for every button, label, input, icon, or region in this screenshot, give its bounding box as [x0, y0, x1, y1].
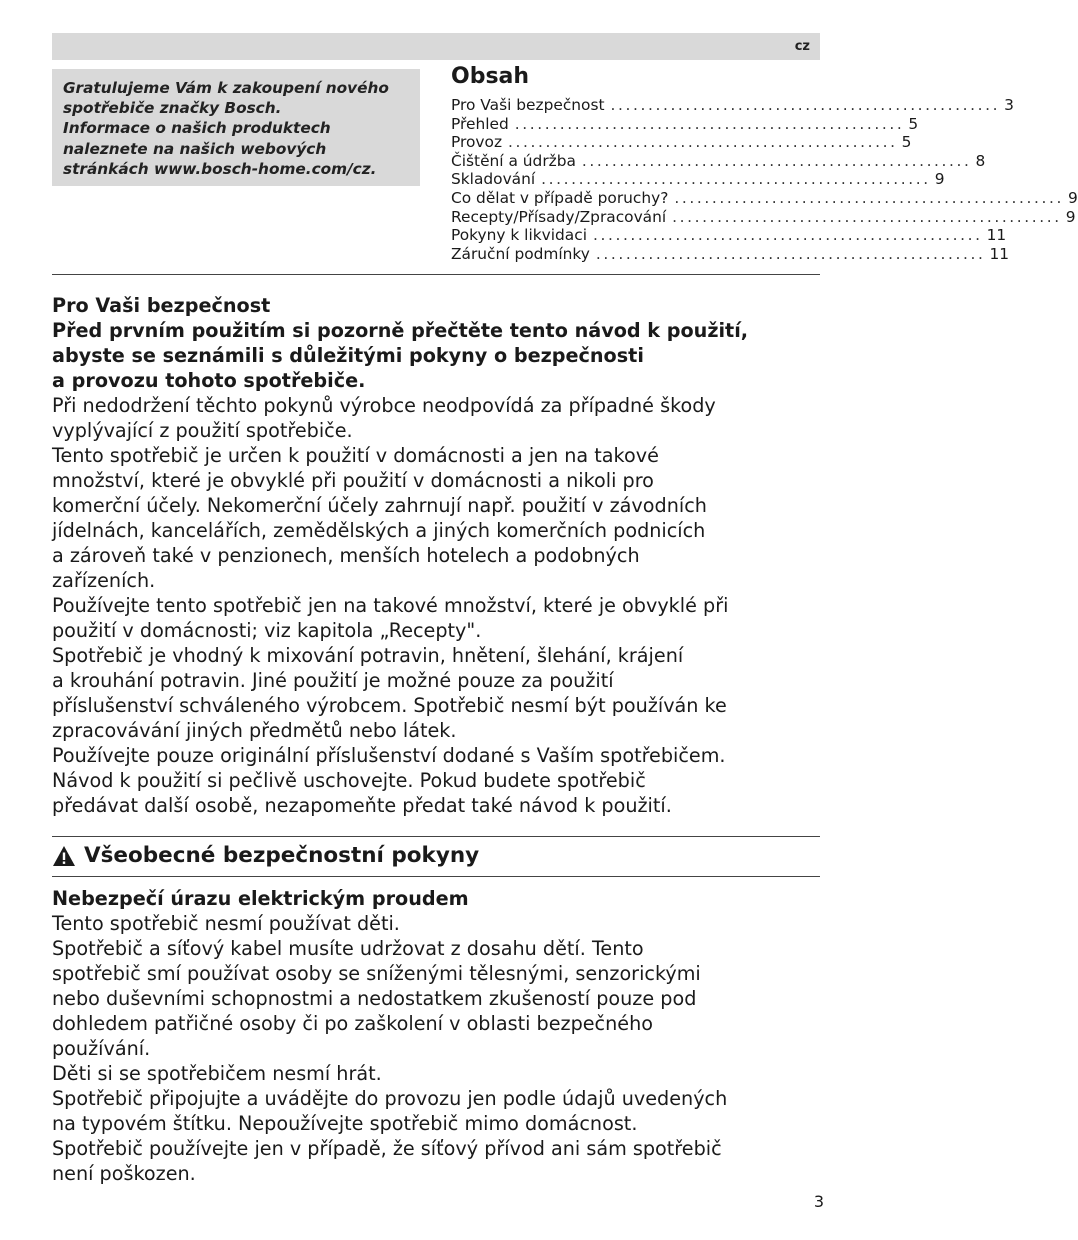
safety-body-line: Používejte pouze originální příslušenství dodané s Vaším spotřebičem. — [52, 744, 726, 767]
toc-entry-safety[interactable] — [451, 96, 1014, 115]
toc-entry-label: Skladování — [451, 170, 536, 189]
general-safety-heading — [52, 841, 479, 871]
safety-body-line: Tento spotřebič je určen k použití v domácnosti a jen na takové — [52, 444, 659, 467]
safety-body-line: příslušenství schváleného výrobcem. Spotřebič nesmí být používán ke — [52, 694, 727, 717]
toc-entry-label: Co dělat v případě poruchy? — [451, 188, 669, 207]
section-divider — [52, 274, 820, 275]
toc-leader-dots: .................................................... — [541, 170, 931, 189]
safety-body-line: předávat další osobě, nezapomeňte předat také návod k použití. — [52, 794, 672, 817]
warning-triangle-icon — [52, 845, 76, 867]
hazard-body-line: používání. — [52, 1037, 151, 1060]
toc-entry-page: 9 — [934, 170, 945, 189]
toc-entry-page: 9 — [1068, 188, 1078, 207]
toc-entry-label: Pokyny k likvidaci — [451, 226, 587, 245]
safety-lead-line: a provozu tohoto spotřebiče. — [52, 369, 366, 392]
safety-body-line: jídelnách, kancelářích, zemědělských a jiných komerčních podnicích — [52, 519, 706, 542]
toc-entry-troubleshooting[interactable] — [451, 188, 1078, 208]
toc-leader-dots: .................................................... — [592, 226, 983, 245]
safety-body-line: vyplývající z použití spotřebiče. — [52, 419, 353, 442]
intro-line: Gratulujeme Vám k zakoupení nového — [63, 79, 389, 97]
hazard-body-line: Děti si se spotřebičem nesmí hrát. — [52, 1062, 382, 1085]
intro-website-line: stránkách www.bosch-home.com/cz. — [63, 159, 377, 178]
page-number: 3 — [813, 1192, 824, 1211]
toc-entry-label: Provoz — [451, 133, 503, 152]
safety-section — [52, 293, 832, 818]
toc-entry-warranty[interactable] — [451, 244, 1010, 264]
toc-entry-label: Záruční podmínky — [451, 244, 590, 263]
hazard-body-line: nebo duševními schopnostmi a nedostatkem zkušeností pouze pod — [52, 987, 697, 1010]
safety-body-line: množství, které je obvyklé při použití v domácnosti a nikoli pro — [52, 469, 654, 492]
safety-body-line: a zároveň také v penzionech, menších hotelech a podobných — [52, 544, 640, 567]
toc-entry-operation[interactable] — [451, 133, 912, 152]
safety-body-line: Používejte tento spotřebič jen na takové množství, které je obvyklé při — [52, 594, 729, 617]
toc-entry-cleaning[interactable] — [451, 151, 986, 171]
hazard-body-line: spotřebič smí používat osoby se sníženými tělesnými, senzorickými — [52, 962, 701, 985]
toc-entry-recipes[interactable] — [451, 207, 1076, 227]
safety-body-line: a krouhání potravin. Jiné použití je možné pouze za použití — [52, 669, 614, 692]
toc-entry-label: Čištění a údržba — [451, 151, 576, 170]
hazard-body-line: není poškozen. — [52, 1162, 196, 1185]
toc-leader-dots: .................................................... — [595, 244, 986, 263]
language-code: cz — [794, 39, 810, 54]
toc-entry-page: 5 — [901, 133, 912, 152]
safety-body-line: zařízeních. — [52, 569, 156, 592]
hazard-body-line: Spotřebič připojujte a uvádějte do provozu jen podle údajů uvedených — [52, 1087, 728, 1110]
table-of-contents — [451, 62, 1078, 263]
intro-box — [52, 69, 420, 186]
electrical-hazard-section — [52, 886, 832, 1186]
toc-leader-dots: .................................................... — [508, 133, 898, 152]
toc-entry-page: 9 — [1065, 207, 1076, 226]
toc-entry-label: Pro Vaši bezpečnost — [451, 96, 605, 114]
hazard-body-line: Spotřebič a síťový kabel musíte udržovat z dosahu dětí. Tento — [52, 937, 644, 960]
hazard-body-line: Tento spotřebič nesmí používat děti. — [52, 912, 400, 935]
section-divider — [52, 876, 820, 877]
safety-section-title: Pro Vaši bezpečnost — [52, 294, 271, 317]
toc-entry-label: Přehled — [451, 114, 509, 133]
safety-body-line: zpracovávání jiných předmětů nebo látek. — [52, 719, 457, 742]
general-safety-title: Všeobecné bezpečnostní pokyny — [84, 843, 480, 868]
safety-body-line: Návod k použití si pečlivě uschovejte. Pokud budete spotřebič — [52, 769, 646, 792]
intro-line: naleznete na našich webových — [63, 139, 327, 158]
electrical-hazard-title: Nebezpečí úrazu elektrickým proudem — [52, 887, 469, 910]
safety-body-line: Při nedodržení těchto pokynů výrobce neodpovídá za případné škody — [52, 394, 716, 417]
hazard-body-line: na typovém štítku. Nepoužívejte spotřebič mimo domácnost. — [52, 1112, 638, 1135]
toc-leader-dots: .................................................... — [674, 188, 1065, 207]
toc-leader-dots: .................................................... — [514, 114, 905, 133]
toc-entry-page: 8 — [975, 151, 986, 170]
toc-title: Obsah — [451, 64, 530, 89]
safety-body-line: Spotřebič je vhodný k mixování potravin, hnětení, šlehání, krájení — [52, 644, 684, 667]
safety-body-line: použití v domácnosti; viz kapitola „Recepty". — [52, 619, 482, 642]
toc-entry-label: Recepty/Přísady/Zpracování — [451, 207, 667, 226]
toc-entry-storage[interactable] — [451, 170, 945, 189]
safety-lead-line: Před prvním použitím si pozorně přečtěte tento návod k použití, — [52, 319, 749, 342]
toc-entry-page: 5 — [908, 114, 919, 133]
hazard-body-line: dohledem patřičné osoby či po zaškolení v oblasti bezpečného — [52, 1012, 653, 1035]
toc-leader-dots: .................................................... — [610, 96, 1001, 114]
toc-entry-overview[interactable] — [451, 114, 919, 134]
hazard-body-line: Spotřebič používejte jen v případě, že síťový přívod ani sám spotřebič — [52, 1137, 722, 1160]
section-divider — [52, 836, 820, 837]
intro-line: Informace o našich produktech — [63, 119, 331, 138]
toc-entry-page: 11 — [986, 226, 1007, 245]
toc-entry-page: 3 — [1004, 96, 1014, 114]
toc-leader-dots: .................................................... — [581, 151, 972, 170]
safety-lead-line: abyste se seznámili s důležitými pokyny o bezpečnosti — [52, 344, 644, 367]
toc-entry-disposal[interactable] — [451, 226, 1007, 245]
intro-line: spotřebiče značky Bosch. — [63, 99, 282, 118]
safety-body-line: komerční účely. Nekomerční účely zahrnují např. použití v závodních — [52, 494, 707, 517]
language-header-bar — [52, 33, 820, 60]
toc-entry-page: 11 — [989, 244, 1010, 263]
toc-leader-dots: .................................................... — [672, 207, 1062, 226]
